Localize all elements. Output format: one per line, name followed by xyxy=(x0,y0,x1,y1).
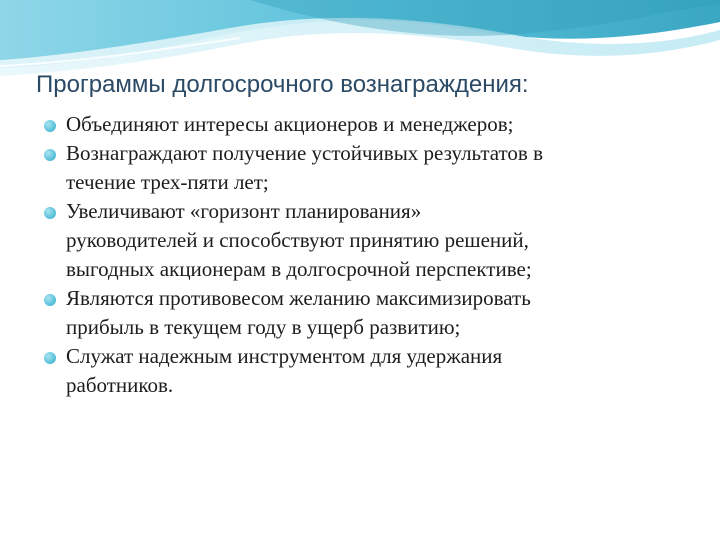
round-dot-icon xyxy=(44,120,56,132)
bullet-line: прибыль в текущем году в ущерб развитию; xyxy=(66,315,461,339)
bullet-line: течение трех-пяти лет; xyxy=(66,170,269,194)
bullet-line: Служат надежным инструментом для удержания xyxy=(66,344,503,368)
round-dot-icon xyxy=(44,294,56,306)
bullet-item xyxy=(40,139,690,197)
bullet-line: руководителей и способствуют принятию решений, xyxy=(66,228,529,252)
header-wave-decoration xyxy=(0,0,720,120)
bullet-line: Увеличивают «горизонт планирования» xyxy=(66,199,422,223)
bullet-line: работников. xyxy=(66,373,174,397)
slide-title: Программы долгосрочного вознаграждения: xyxy=(36,71,529,98)
bullet-list xyxy=(40,110,690,400)
bullet-item xyxy=(40,342,690,400)
bullet-line: Вознаграждают получение устойчивых результатов в xyxy=(66,141,544,165)
round-dot-icon xyxy=(44,207,56,219)
bullet-line: Объединяют интересы акционеров и менеджеров; xyxy=(66,112,514,136)
bullet-line: выгодных акционерам в долгосрочной перспективе; xyxy=(66,257,532,281)
round-dot-icon xyxy=(44,352,56,364)
bullet-item xyxy=(40,110,690,139)
round-dot-icon xyxy=(44,149,56,161)
bullet-item xyxy=(40,284,690,342)
bullet-line: Являются противовесом желанию максимизировать xyxy=(66,286,531,310)
bullet-item xyxy=(40,197,690,284)
